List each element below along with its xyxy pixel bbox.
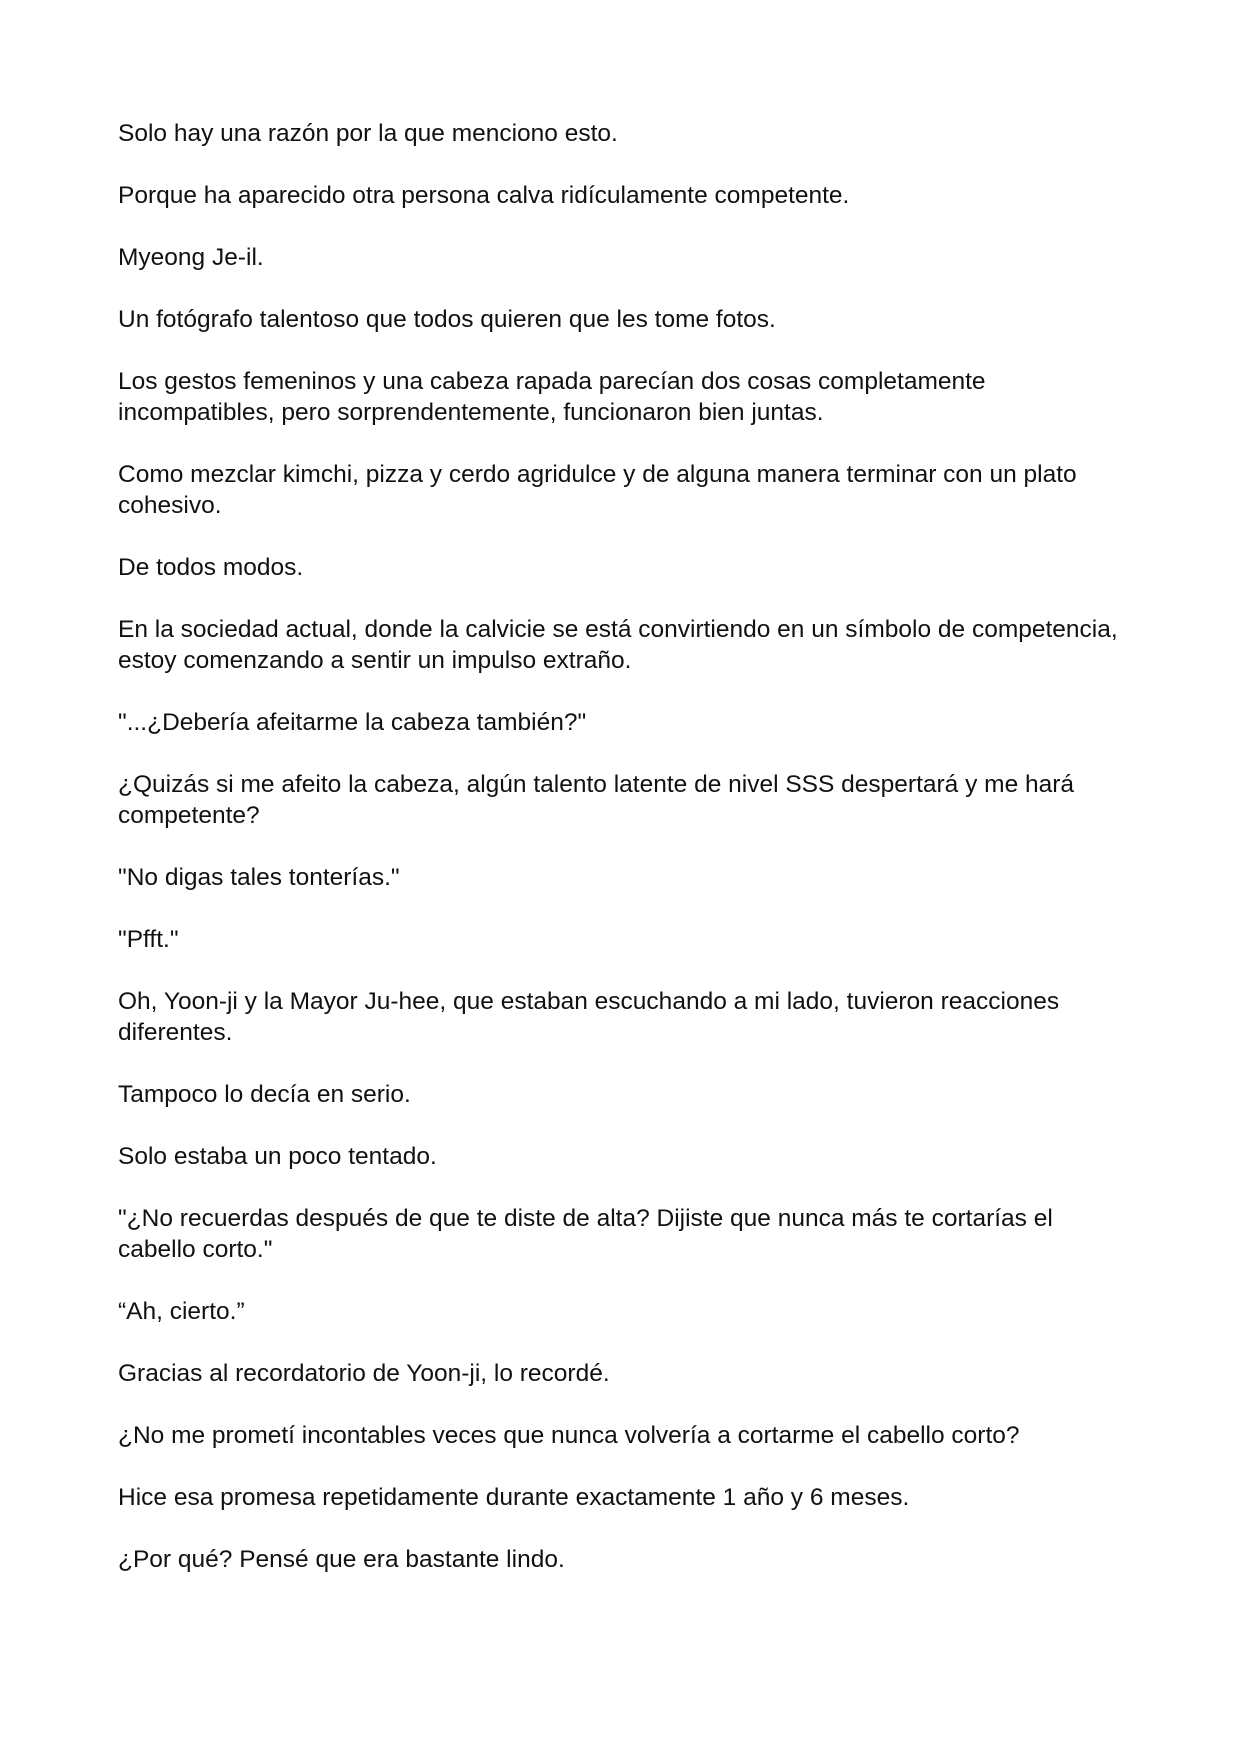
- paragraph: "No digas tales tonterías.": [118, 864, 400, 891]
- paragraph: ¿No me prometí incontables veces que nunca volvería a cortarme el cabello corto?: [118, 1422, 1020, 1449]
- paragraph: "Pfft.": [118, 926, 179, 953]
- paragraph: Gracias al recordatorio de Yoon-ji, lo recordé.: [118, 1360, 610, 1387]
- paragraph: Hice esa promesa repetidamente durante exactamente 1 año y 6 meses.: [118, 1484, 910, 1511]
- paragraph: ¿Por qué? Pensé que era bastante lindo.: [118, 1546, 565, 1573]
- paragraph: Un fotógrafo talentoso que todos quieren que les tome fotos.: [118, 306, 776, 333]
- paragraph: Myeong Je-il.: [118, 244, 264, 271]
- paragraph: Los gestos femeninos y una cabeza rapada parecían dos cosas completamente incompatibles, pero sorprendentemente, funcionaron bien juntas.: [118, 368, 986, 426]
- paragraph: ¿Quizás si me afeito la cabeza, algún talento latente de nivel SSS despertará y me hará competente?: [118, 771, 1075, 829]
- paragraph: Solo estaba un poco tentado.: [118, 1143, 437, 1170]
- document-body: [118, 118, 1128, 1606]
- paragraph: "¿No recuerdas después de que te diste de alta? Dijiste que nunca más te cortarías el cabello corto.": [118, 1205, 1053, 1263]
- paragraph: Solo hay una razón por la que menciono esto.: [118, 120, 618, 147]
- paragraph: De todos modos.: [118, 554, 304, 581]
- paragraph: Tampoco lo decía en serio.: [118, 1081, 411, 1108]
- paragraph: En la sociedad actual, donde la calvicie se está convirtiendo en un símbolo de competencia, estoy comenzando a sentir un impulso extraño.: [118, 616, 1118, 674]
- paragraph: Oh, Yoon-ji y la Mayor Ju-hee, que estaban escuchando a mi lado, tuvieron reacciones diferentes.: [118, 988, 1060, 1046]
- paragraph: Como mezclar kimchi, pizza y cerdo agridulce y de alguna manera terminar con un plato cohesivo.: [118, 461, 1077, 519]
- paragraph: Porque ha aparecido otra persona calva ridículamente competente.: [118, 182, 850, 209]
- paragraph: “Ah, cierto.”: [118, 1298, 245, 1325]
- paragraph: "...¿Debería afeitarme la cabeza también?": [118, 709, 587, 736]
